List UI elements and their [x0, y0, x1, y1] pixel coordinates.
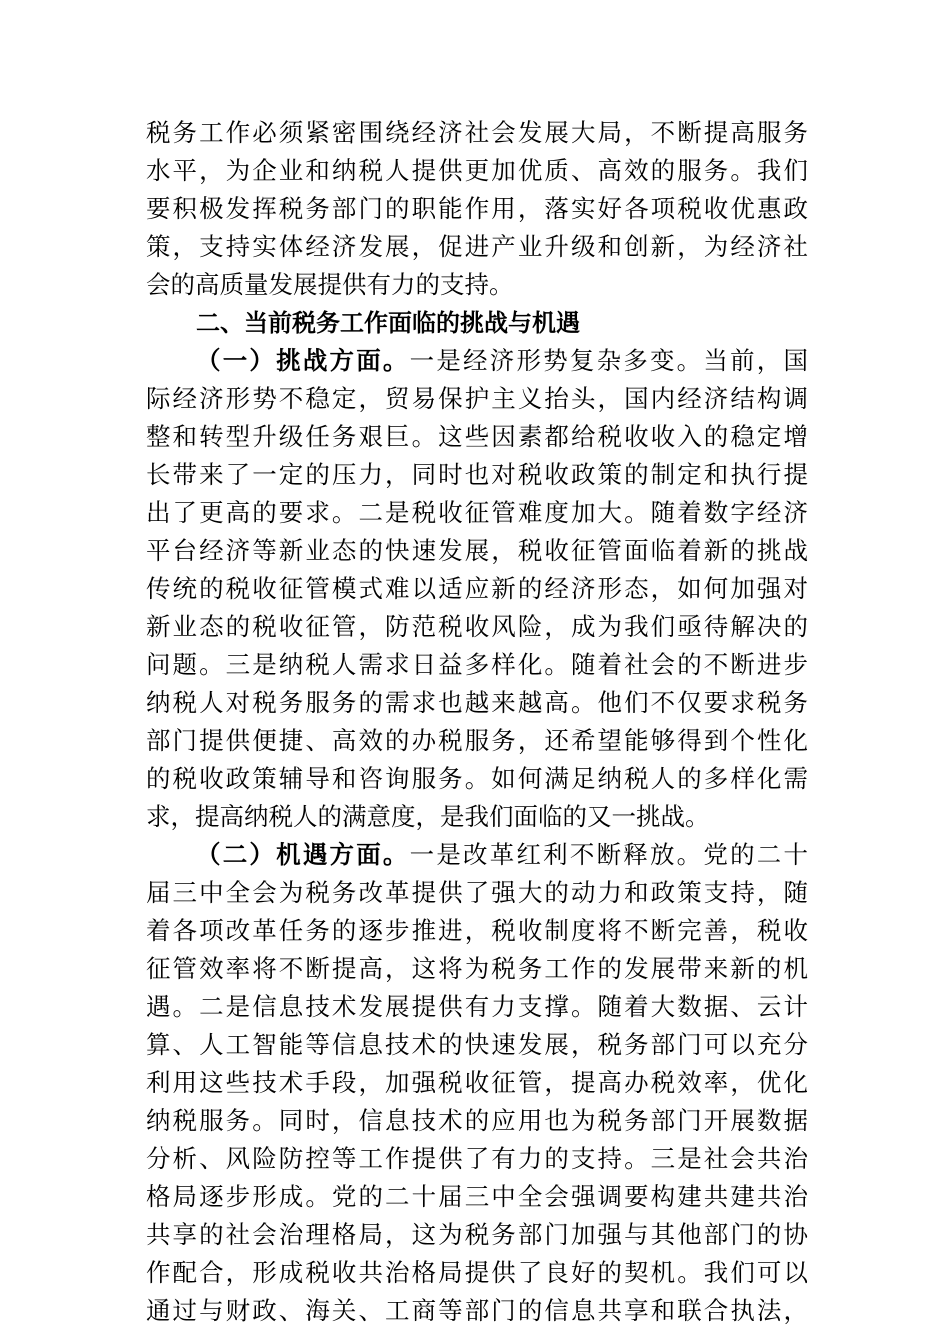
text-line: 部门提供便捷、高效的办税服务，还希望能够得到个性化 [146, 726, 808, 755]
text-line: 届三中全会为税务改革提供了强大的动力和政策支持，随 [146, 878, 808, 907]
paragraph-opportunities [146, 836, 808, 1330]
subsection-label: （二）机遇方面。 [196, 840, 410, 869]
subsection-label: （一）挑战方面。 [196, 346, 410, 375]
text-line: 格局逐步形成。党的二十届三中全会强调要构建共建共治 [146, 1182, 808, 1211]
text-line: 通过与财政、海关、工商等部门的信息共享和联合执法， [146, 1296, 808, 1325]
text-line: 共享的社会治理格局，这为税务部门加强与其他部门的协 [146, 1220, 808, 1249]
text-run: 一是改革红利不断释放。党的二十 [409, 840, 809, 869]
text-line: 纳税人对税务服务的需求也越来越高。他们不仅要求税务 [146, 688, 808, 717]
text-line: 税务工作必须紧密围绕经济社会发展大局，不断提高服务 [146, 118, 808, 147]
text-line: 要积极发挥税务部门的职能作用，落实好各项税收优惠政 [146, 194, 808, 223]
text-line: 际经济形势不稳定，贸易保护主义抬头，国内经济结构调 [146, 384, 808, 413]
text-line: 征管效率将不断提高，这将为税务工作的发展带来新的机 [146, 954, 808, 983]
text-line: 的税收政策辅导和咨询服务。如何满足纳税人的多样化需 [146, 764, 808, 793]
document-body [146, 114, 808, 1330]
text-line: 新业态的税收征管，防范税收风险，成为我们亟待解决的 [146, 612, 808, 641]
text-line: 纳税服务。同时，信息技术的应用也为税务部门开展数据 [146, 1106, 808, 1135]
text-line: 求，提高纳税人的满意度，是我们面临的又一挑战。 [146, 802, 710, 831]
text-line: 算、人工智能等信息技术的快速发展，税务部门可以充分 [146, 1030, 808, 1059]
text-line: 会的高质量发展提供有力的支持。 [146, 270, 514, 299]
text-line: 着各项改革任务的逐步推进，税收制度将不断完善，税收 [146, 916, 808, 945]
text-line: 分析、风险防控等工作提供了有力的支持。三是社会共治 [146, 1144, 808, 1173]
text-line: 问题。三是纳税人需求日益多样化。随着社会的不断进步 [146, 650, 808, 679]
text-line [146, 342, 808, 380]
text-line: 作配合，形成税收共治格局提供了良好的契机。我们可以 [146, 1258, 808, 1287]
paragraph-intro [146, 114, 808, 304]
text-line: 遇。二是信息技术发展提供有力支撑。随着大数据、云计 [146, 992, 808, 1021]
text-line: 出了更高的要求。二是税收征管难度加大。随着数字经济 [146, 498, 808, 527]
text-line: 策，支持实体经济发展，促进产业升级和创新，为经济社 [146, 232, 808, 261]
text-line: 长带来了一定的压力，同时也对税收政策的制定和执行提 [146, 460, 808, 489]
text-run: 一是经济形势复杂多变。当前，国 [409, 346, 809, 375]
section-heading: 二、当前税务工作面临的挑战与机遇 [196, 309, 580, 337]
text-line: 水平，为企业和纳税人提供更加优质、高效的服务。我们 [146, 156, 808, 185]
text-line: 传统的税收征管模式难以适应新的经济形态，如何加强对 [146, 574, 808, 603]
paragraph-challenges [146, 342, 808, 836]
text-line: 利用这些技术手段，加强税收征管，提高办税效率，优化 [146, 1068, 808, 1097]
text-line: 整和转型升级任务艰巨。这些因素都给税收收入的稳定增 [146, 422, 808, 451]
text-line [146, 836, 808, 874]
text-line: 平台经济等新业态的快速发展，税收征管面临着新的挑战 [146, 536, 808, 565]
